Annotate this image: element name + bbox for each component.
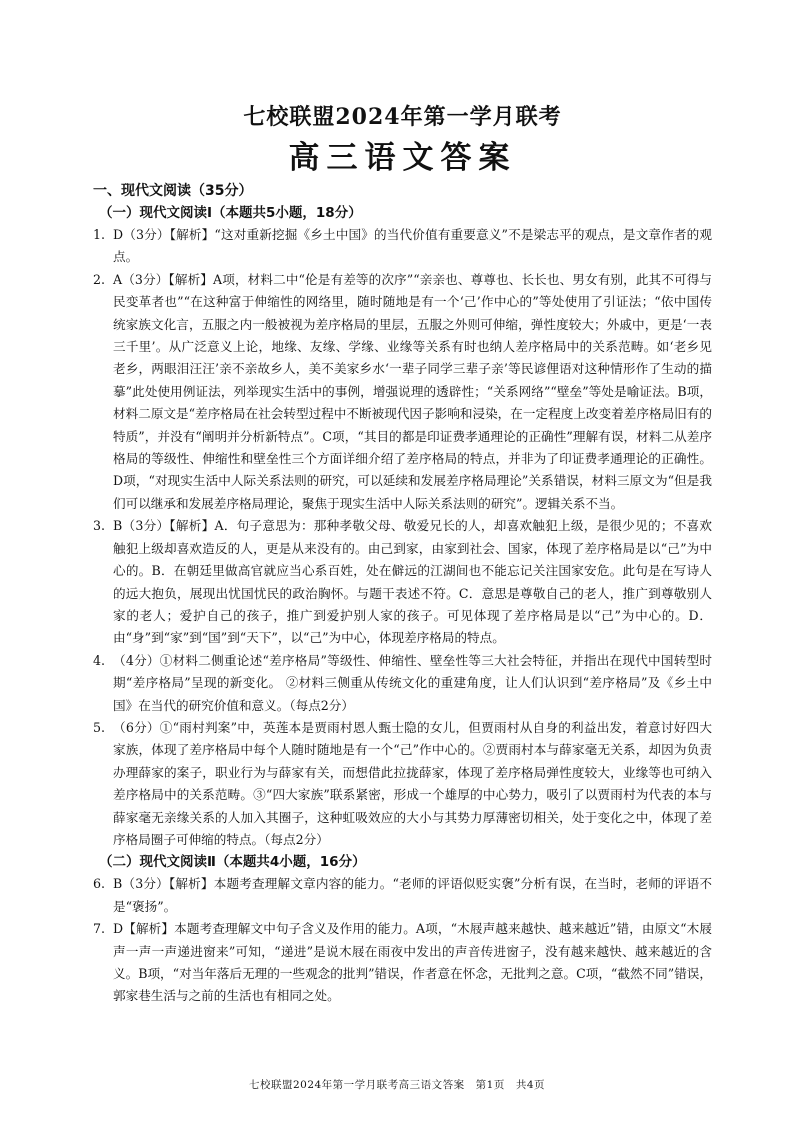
answer-item-4 <box>93 650 712 717</box>
item-number: 1. <box>93 227 106 242</box>
answer-item-2 <box>93 269 712 515</box>
item-text: D【解析】本题考查理解文中句子含义及作用的能力。A项，“木屐声越来越快、越来越近”错，由原文“木屐声一声一声递进窗来”可知，“递进”是说木屐在雨夜中发出的声音传进窗子，没有越来越快、越来越近的含义。B项，“对当年落后无理的一些观念的批判”错误，作者意在怀念，无批判之意。C项，“截然不同”错误，郭家巷生活与之前的生活也有相同之处。 <box>113 921 712 1004</box>
answer-item-5 <box>93 717 712 851</box>
section-heading: 一、现代文阅读（35分） <box>93 183 253 199</box>
item-text: B（3分）【解析】A．句子意思为：那种孝敬父母、敬爱兄长的人，却喜欢触犯上级，是很少见的；不喜欢触犯上级却喜欢造反的人，更是从来没有的。由己到家，由家到社会、国家，体现了差序格局是以“己”为中心的。B．在朝廷里做高官就应当心系百姓，处在僻远的江湖间也不能忘记关注国家安危。此句是在写诗人的远大抱负，展现出忧国忧民的政治胸怀。与题干表述不符。C．意思是尊敬自己的老人，推广到尊敬别人家的老人；爱护自己的孩子，推广到爱护别人家的孩子。可见体现了差序格局是以“己”为中心的。D．由“身”到“家”到“国”到“天下”，以“己”为中心，体现差序格局的特点。 <box>113 518 712 646</box>
item-number: 4. <box>93 652 106 668</box>
answer-item-6 <box>93 873 712 918</box>
item-text: D（3分）【解析】“这对重新挖掘《乡土中国》的当代价值有重要意义”不是梁志平的观点，是文章作者的观点。 <box>113 227 712 265</box>
answer-item-3 <box>93 515 712 649</box>
answer-item-7 <box>93 918 712 1008</box>
item-text: A（3分）【解析】A项，材料二中“伦是有差等的次序”“亲亲也、尊尊也、长长也、男女有别，此其不可得与民变革者也”“在这种富于伸缩性的网络里，随时随地是有一个‘己’作中心的”等处使用了引证法；“依中国传统家族文化言，五服之内一般被视为差序格局的里层，五服之外则可伸缩，弹性度较大；外戚中，更是‘一表三千里’。从广泛意义上论，地缘、友缘、学缘、业缘等关系有时也纳人差序格局中的关系范畴。如‘老乡见老乡，两眼泪汪汪’亲不亲故乡人，美不美家乡水‘一辈子同学三辈子亲’等民谚俚语对这种情形作了生动的描摹”此处使用例证法，列举现实生活中的事例，增强说理的透辟性；“关系网络”“壁垒”等处是喻证法。B项，材料二原文是“差序格局在社会转型过程中不断被现代因子影响和浸染，在一定程度上改变着差序格局旧有的特质”，并没有“阐明并分析新特点”。C项，“其目的都是印证费孝通理论的正确性”理解有误，材料二从差序格局的等级性、伸缩性和壁垒性三个方面详细介绍了差序格局的特点，并非为了印证费孝通理论的正确性。D项，“对现实生活中人际关系法则的研究，可以延续和发展差序格局理论”关系错误，材料三原文为“但是我们可以继承和发展差序格局理论，聚焦于现实生活中人际关系法则的研究”。逻辑关系不当。 <box>113 271 712 511</box>
item-number: 3. <box>93 518 106 534</box>
subsection-heading-2: （二）现代文阅读Ⅱ（本题共4小题，16分） <box>99 854 366 871</box>
item-number: 2. <box>93 271 106 287</box>
answer-item-1 <box>93 224 712 269</box>
item-text: B（3分）【解析】本题考查理解文章内容的能力。“老师的评语似贬实褒”分析有误，在当时，老师的评语不是“褒扬”。 <box>113 876 712 914</box>
exam-title: 七校联盟2024年第一学月联考 <box>243 104 562 130</box>
item-text: （6分）①“雨村判案”中，英莲本是贾雨村恩人甄士隐的女儿，但贾雨村从自身的利益出发，着意讨好四大家族，体现了差序格局中每个人随时随地是有一个“己”作中心的。②贾雨村本与薛家毫无关系，却因为负责办理薛家的案子，职业行为与薛家有关，而想借此拉拢薛家，体现了差序格局弹性度较大，业缘等也可纳入差序格局中的关系范畴。③“四大家族”联系紧密，形成一个雄厚的中心势力，吸引了以贾雨村为代表的本与薛家毫无亲缘关系的人加入其圈子，这种虹吸效应的大小与其势力厚薄密切相关，处于变化之中，体现了差序格局圈子可伸缩的特点。（每点2分） <box>113 719 712 847</box>
item-number: 5. <box>93 719 106 735</box>
item-text: （4分）①材料二侧重论述“差序格局”等级性、伸缩性、壁垒性等三大社会特征，并指出在现代中国转型时期“差序格局”呈现的新变化。 ②材料三侧重从传统文化的重建角度，让人们认识到“差序格局”及《乡土中国》在当代的研究价值和意义。（每点2分） <box>113 652 712 713</box>
page-footer: 七校联盟2024年第一学月联考高三语文答案 第1页 共4页 <box>248 1079 546 1091</box>
item-number: 7. <box>93 921 106 937</box>
answer-subtitle: 高三语文答案 <box>288 140 517 176</box>
item-number: 6. <box>93 876 106 892</box>
subsection-heading-1: （一）现代文阅读Ⅰ（本题共5小题，18分） <box>99 205 362 221</box>
